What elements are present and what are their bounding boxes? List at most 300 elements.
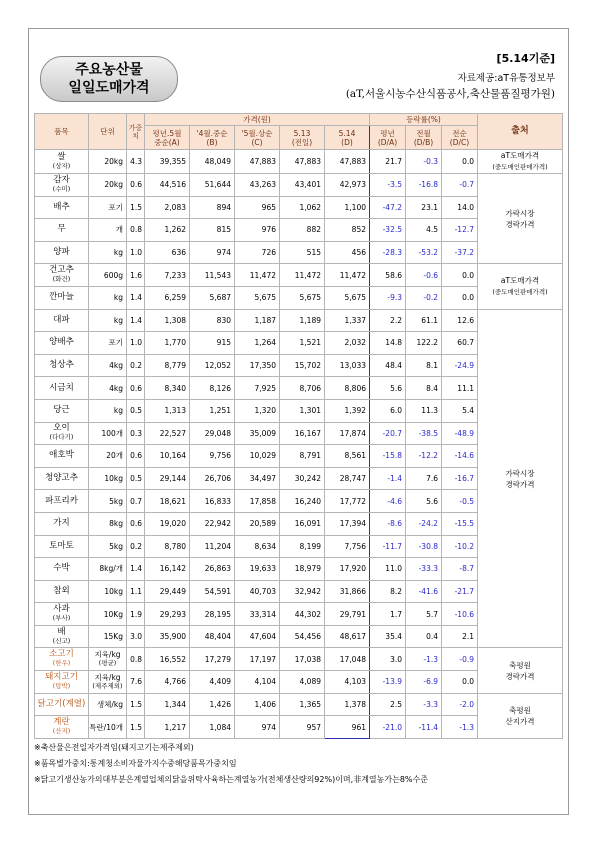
price-value: 54,591 [190, 580, 235, 603]
change-rate: 23.1 [406, 196, 442, 219]
table-row [35, 648, 563, 671]
item-weight: 0.8 [127, 219, 145, 242]
price-current: 7,756 [325, 535, 370, 558]
item-weight: 0.6 [127, 445, 145, 468]
price-value: 1,320 [235, 399, 280, 422]
change-rate: -15.5 [442, 512, 478, 535]
col-avg5y: 평년.5월 중순(A) [145, 126, 190, 150]
price-value: 18,621 [145, 490, 190, 513]
price-value: 47,883 [235, 150, 280, 174]
change-rate: 2.1 [442, 625, 478, 648]
price-value: 26,863 [190, 558, 235, 581]
price-value: 8,706 [280, 377, 325, 400]
price-current: 13,033 [325, 354, 370, 377]
price-value: 17,038 [280, 648, 325, 671]
price-value: 16,142 [145, 558, 190, 581]
price-value: 11,204 [190, 535, 235, 558]
item-name: 닭고기(계열) [35, 693, 89, 716]
price-current: 961 [325, 716, 370, 739]
change-rate: 122.2 [406, 332, 442, 355]
change-rate: -9.3 [370, 286, 406, 309]
item-unit: 20kg [89, 174, 127, 197]
price-value: 830 [190, 309, 235, 332]
item-name: 배추 [35, 196, 89, 219]
item-name: 당근 [35, 399, 89, 422]
price-value: 16,833 [190, 490, 235, 513]
item-unit: 10kg [89, 467, 127, 490]
price-current: 17,048 [325, 648, 370, 671]
change-rate: 8.4 [406, 377, 442, 400]
item-name: 깐마늘 [35, 286, 89, 309]
item-name: 감자 (수미) [35, 174, 89, 197]
footnote: ※품목별가중치:통계청소비자물가지수중해당품목가중치임 [34, 759, 237, 768]
price-current: 852 [325, 219, 370, 242]
item-unit: kg [89, 309, 127, 332]
price-value: 54,456 [280, 625, 325, 648]
price-value: 29,048 [190, 422, 235, 445]
item-unit: 10kg [89, 580, 127, 603]
item-unit: 100개 [89, 422, 127, 445]
item-weight: 1.5 [127, 716, 145, 739]
title-line-1: 주요농산물 [75, 62, 143, 78]
price-value: 1,521 [280, 332, 325, 355]
price-value: 43,401 [280, 174, 325, 197]
change-rate: 0.0 [442, 671, 478, 694]
item-name: 건고추 (화건) [35, 264, 89, 287]
table-row [35, 150, 563, 174]
price-value: 1,084 [190, 716, 235, 739]
price-value: 965 [235, 196, 280, 219]
price-current: 456 [325, 241, 370, 264]
price-value: 4,409 [190, 671, 235, 694]
change-rate: -20.7 [370, 422, 406, 445]
change-rate: 11.0 [370, 558, 406, 581]
price-value: 44,516 [145, 174, 190, 197]
price-current: 1,378 [325, 693, 370, 716]
price-value: 9,756 [190, 445, 235, 468]
change-rate: -14.6 [442, 445, 478, 468]
item-unit: 포기 [89, 332, 127, 355]
change-rate: 35.4 [370, 625, 406, 648]
item-weight: 1.0 [127, 241, 145, 264]
price-value: 44,302 [280, 603, 325, 626]
change-rate: 60.7 [442, 332, 478, 355]
reference-date: [5.14기준] [496, 52, 555, 65]
price-current: 8,806 [325, 377, 370, 400]
change-rate: 11.1 [442, 377, 478, 400]
price-current: 48,617 [325, 625, 370, 648]
source-cell: 축평원 산지가격 [478, 693, 563, 738]
price-value: 19,020 [145, 512, 190, 535]
change-rate: -0.6 [406, 264, 442, 287]
item-name: 참외 [35, 580, 89, 603]
price-value: 17,350 [235, 354, 280, 377]
change-rate: 0.4 [406, 625, 442, 648]
change-rate: -15.8 [370, 445, 406, 468]
change-rate: -3.5 [370, 174, 406, 197]
item-name: 돼지고기 (탕박) [35, 671, 89, 694]
col-item: 품목 [35, 114, 89, 150]
item-name: 가지 [35, 512, 89, 535]
price-table [34, 113, 563, 739]
price-value: 47,883 [280, 150, 325, 174]
price-value: 1,365 [280, 693, 325, 716]
price-value: 815 [190, 219, 235, 242]
price-value: 40,703 [235, 580, 280, 603]
price-value: 16,091 [280, 512, 325, 535]
price-current: 1,337 [325, 309, 370, 332]
price-value: 11,472 [280, 264, 325, 287]
price-value: 1,217 [145, 716, 190, 739]
price-current: 5,675 [325, 286, 370, 309]
price-value: 5,675 [235, 286, 280, 309]
price-value: 8,199 [280, 535, 325, 558]
price-value: 974 [235, 716, 280, 739]
col-price-group: 가격(원) [145, 114, 370, 126]
price-value: 35,900 [145, 625, 190, 648]
item-weight: 1.9 [127, 603, 145, 626]
price-value: 1,264 [235, 332, 280, 355]
price-value: 20,589 [235, 512, 280, 535]
source-cell: 가락시장 경락가격 [478, 309, 563, 648]
change-rate: 8.1 [406, 354, 442, 377]
item-name: 계란 (산지) [35, 716, 89, 739]
price-value: 48,404 [190, 625, 235, 648]
price-value: 19,633 [235, 558, 280, 581]
change-rate: -38.5 [406, 422, 442, 445]
item-weight: 7.6 [127, 671, 145, 694]
price-value: 8,791 [280, 445, 325, 468]
item-weight: 1.4 [127, 309, 145, 332]
price-value: 957 [280, 716, 325, 739]
change-rate: -3.3 [406, 693, 442, 716]
price-value: 10,029 [235, 445, 280, 468]
price-current: 1,100 [325, 196, 370, 219]
item-unit: 개 [89, 219, 127, 242]
price-value: 4,766 [145, 671, 190, 694]
price-value: 1,770 [145, 332, 190, 355]
source-cell: aT도매가격 (중도매인판매가격) [478, 264, 563, 309]
change-rate: -10.2 [442, 535, 478, 558]
change-rate: -21.0 [370, 716, 406, 739]
item-unit: 15Kg [89, 625, 127, 648]
change-rate: -48.9 [442, 422, 478, 445]
item-weight: 0.7 [127, 490, 145, 513]
change-rate: 3.0 [370, 648, 406, 671]
item-name: 대파 [35, 309, 89, 332]
change-rate: -2.0 [442, 693, 478, 716]
change-rate: 14.8 [370, 332, 406, 355]
change-rate: -4.6 [370, 490, 406, 513]
item-name: 토마토 [35, 535, 89, 558]
price-value: 16,167 [280, 422, 325, 445]
change-rate: -24.2 [406, 512, 442, 535]
price-value: 894 [190, 196, 235, 219]
change-rate: -0.7 [442, 174, 478, 197]
change-rate: -0.5 [442, 490, 478, 513]
price-value: 1,187 [235, 309, 280, 332]
item-name: 무 [35, 219, 89, 242]
item-weight: 1.0 [127, 332, 145, 355]
table-row [35, 264, 563, 287]
col-vs-prevperiod: 전순 (D/C) [442, 126, 478, 150]
item-weight: 0.6 [127, 377, 145, 400]
change-rate: 2.5 [370, 693, 406, 716]
change-rate: 4.5 [406, 219, 442, 242]
data-provider: 자료제공:aT유통정보부 [457, 73, 555, 84]
col-source: 출처 [478, 114, 563, 150]
col-apr-mid: '4월.중순 (B) [190, 126, 235, 150]
item-name: 파프리카 [35, 490, 89, 513]
change-rate: -12.2 [406, 445, 442, 468]
item-unit: 20kg [89, 150, 127, 174]
change-rate: -24.9 [442, 354, 478, 377]
change-rate: 6.0 [370, 399, 406, 422]
item-weight: 0.6 [127, 174, 145, 197]
change-rate: -21.7 [442, 580, 478, 603]
price-value: 4,089 [280, 671, 325, 694]
price-value: 28,195 [190, 603, 235, 626]
price-value: 48,049 [190, 150, 235, 174]
change-rate: -0.9 [442, 648, 478, 671]
price-value: 974 [190, 241, 235, 264]
item-unit: kg [89, 241, 127, 264]
change-rate: -13.9 [370, 671, 406, 694]
change-rate: 5.4 [442, 399, 478, 422]
item-unit: 10Kg [89, 603, 127, 626]
change-rate: -0.3 [406, 150, 442, 174]
price-current: 17,394 [325, 512, 370, 535]
item-weight: 0.6 [127, 512, 145, 535]
title-line-2: 일일도매가격 [68, 80, 150, 96]
price-value: 2,083 [145, 196, 190, 219]
price-current: 17,874 [325, 422, 370, 445]
item-unit: kg [89, 399, 127, 422]
report-title [40, 56, 178, 102]
change-rate: 0.0 [442, 150, 478, 174]
price-current: 8,561 [325, 445, 370, 468]
item-name: 청상추 [35, 354, 89, 377]
footnotes [34, 740, 428, 788]
col-unit: 단위 [89, 114, 127, 150]
price-value: 43,263 [235, 174, 280, 197]
price-value: 11,472 [235, 264, 280, 287]
col-513: 5.13 (전일) [280, 126, 325, 150]
table-header [35, 114, 563, 150]
item-unit: 지육/kg (평균) [89, 648, 127, 671]
price-value: 5,687 [190, 286, 235, 309]
price-value: 16,240 [280, 490, 325, 513]
item-weight: 0.5 [127, 399, 145, 422]
table-body [35, 150, 563, 739]
price-value: 1,062 [280, 196, 325, 219]
price-value: 1,426 [190, 693, 235, 716]
item-weight: 4.3 [127, 150, 145, 174]
price-current: 42,973 [325, 174, 370, 197]
item-unit: 4kg [89, 354, 127, 377]
col-vs-avg: 평년 (D/A) [370, 126, 406, 150]
item-weight: 3.0 [127, 625, 145, 648]
price-current: 4,103 [325, 671, 370, 694]
data-sources: (aT,서울시농수산식품공사,축산물품질평가원) [345, 88, 555, 100]
price-value: 636 [145, 241, 190, 264]
col-weight: 가중치 [127, 114, 145, 150]
footnote: ※닭고기생산농가의대부분은계열업체의닭을위탁사육하는계열농가(전체생산량의92%)이며,非계열농가는8%수준 [34, 775, 428, 784]
price-value: 16,552 [145, 648, 190, 671]
item-name: 청양고추 [35, 467, 89, 490]
item-unit: 600g [89, 264, 127, 287]
col-may-early: '5월.상순 (C) [235, 126, 280, 150]
price-value: 51,644 [190, 174, 235, 197]
item-weight: 0.8 [127, 648, 145, 671]
item-weight: 1.4 [127, 286, 145, 309]
change-rate: -0.2 [406, 286, 442, 309]
price-value: 18,979 [280, 558, 325, 581]
price-value: 8,340 [145, 377, 190, 400]
price-value: 1,308 [145, 309, 190, 332]
price-value: 7,925 [235, 377, 280, 400]
change-rate: 61.1 [406, 309, 442, 332]
price-value: 34,497 [235, 467, 280, 490]
item-name: 사과 (부사) [35, 603, 89, 626]
price-current: 17,772 [325, 490, 370, 513]
price-value: 35,009 [235, 422, 280, 445]
source-cell: aT도매가격 (중도매인판매가격) [478, 150, 563, 174]
price-value: 22,942 [190, 512, 235, 535]
price-value: 6,259 [145, 286, 190, 309]
item-name: 배 (신고) [35, 625, 89, 648]
change-rate: 7.6 [406, 467, 442, 490]
price-value: 26,706 [190, 467, 235, 490]
change-rate: 21.7 [370, 150, 406, 174]
item-weight: 1.5 [127, 693, 145, 716]
item-name: 수박 [35, 558, 89, 581]
item-weight: 0.5 [127, 467, 145, 490]
price-value: 8,779 [145, 354, 190, 377]
price-value: 726 [235, 241, 280, 264]
item-unit: 5kg [89, 490, 127, 513]
price-value: 515 [280, 241, 325, 264]
change-rate: 48.4 [370, 354, 406, 377]
price-current: 1,392 [325, 399, 370, 422]
price-value: 1,262 [145, 219, 190, 242]
price-value: 17,197 [235, 648, 280, 671]
price-value: 976 [235, 219, 280, 242]
change-rate: 0.0 [442, 264, 478, 287]
change-rate: -8.7 [442, 558, 478, 581]
price-current: 11,472 [325, 264, 370, 287]
price-value: 8,126 [190, 377, 235, 400]
change-rate: -11.4 [406, 716, 442, 739]
item-unit: 생체/kg [89, 693, 127, 716]
item-unit: 포기 [89, 196, 127, 219]
change-rate: -16.8 [406, 174, 442, 197]
change-rate: -30.8 [406, 535, 442, 558]
source-cell: 축평원 경락가격 [478, 648, 563, 693]
change-rate: -41.6 [406, 580, 442, 603]
table-row [35, 309, 563, 332]
price-value: 10,164 [145, 445, 190, 468]
price-value: 8,634 [235, 535, 280, 558]
change-rate: -1.3 [406, 648, 442, 671]
change-rate: 0.0 [442, 286, 478, 309]
price-value: 882 [280, 219, 325, 242]
price-value: 1,313 [145, 399, 190, 422]
item-name: 쌀 (상자) [35, 150, 89, 174]
change-rate: -1.3 [442, 716, 478, 739]
change-rate: -1.4 [370, 467, 406, 490]
item-name: 오이 (다다기) [35, 422, 89, 445]
item-name: 양파 [35, 241, 89, 264]
item-weight: 1.6 [127, 264, 145, 287]
price-current: 29,791 [325, 603, 370, 626]
change-rate: 5.7 [406, 603, 442, 626]
col-vs-prevmonth: 전월 (D/B) [406, 126, 442, 150]
price-value: 29,449 [145, 580, 190, 603]
item-weight: 1.4 [127, 558, 145, 581]
change-rate: -37.2 [442, 241, 478, 264]
price-value: 5,675 [280, 286, 325, 309]
item-unit: 지육/kg (제주제외) [89, 671, 127, 694]
item-weight: 0.3 [127, 422, 145, 445]
col-514: 5.14 (D) [325, 126, 370, 150]
price-value: 30,242 [280, 467, 325, 490]
item-weight: 1.5 [127, 196, 145, 219]
price-value: 33,314 [235, 603, 280, 626]
change-rate: -33.3 [406, 558, 442, 581]
item-name: 양배추 [35, 332, 89, 355]
price-value: 12,052 [190, 354, 235, 377]
item-name: 소고기 (한우) [35, 648, 89, 671]
change-rate: 58.6 [370, 264, 406, 287]
change-rate: -8.6 [370, 512, 406, 535]
change-rate: -53.2 [406, 241, 442, 264]
change-rate: -12.7 [442, 219, 478, 242]
item-unit: 20개 [89, 445, 127, 468]
price-value: 22,527 [145, 422, 190, 445]
price-value: 29,293 [145, 603, 190, 626]
change-rate: -11.7 [370, 535, 406, 558]
price-current: 47,883 [325, 150, 370, 174]
table-row [35, 693, 563, 716]
item-unit: kg [89, 286, 127, 309]
price-value: 29,144 [145, 467, 190, 490]
item-weight: 0.2 [127, 354, 145, 377]
item-unit: 5kg [89, 535, 127, 558]
price-current: 28,747 [325, 467, 370, 490]
item-weight: 0.2 [127, 535, 145, 558]
price-value: 17,279 [190, 648, 235, 671]
item-unit: 4kg [89, 377, 127, 400]
change-rate: 5.6 [406, 490, 442, 513]
price-value: 17,858 [235, 490, 280, 513]
change-rate: -32.5 [370, 219, 406, 242]
change-rate: 1.7 [370, 603, 406, 626]
item-name: 시금치 [35, 377, 89, 400]
price-value: 32,942 [280, 580, 325, 603]
change-rate: -47.2 [370, 196, 406, 219]
price-value: 47,604 [235, 625, 280, 648]
price-current: 17,920 [325, 558, 370, 581]
price-value: 4,104 [235, 671, 280, 694]
change-rate: 14.0 [442, 196, 478, 219]
price-value: 1,344 [145, 693, 190, 716]
change-rate: 5.6 [370, 377, 406, 400]
item-name: 애호박 [35, 445, 89, 468]
change-rate: -16.7 [442, 467, 478, 490]
price-value: 1,406 [235, 693, 280, 716]
price-value: 11,543 [190, 264, 235, 287]
